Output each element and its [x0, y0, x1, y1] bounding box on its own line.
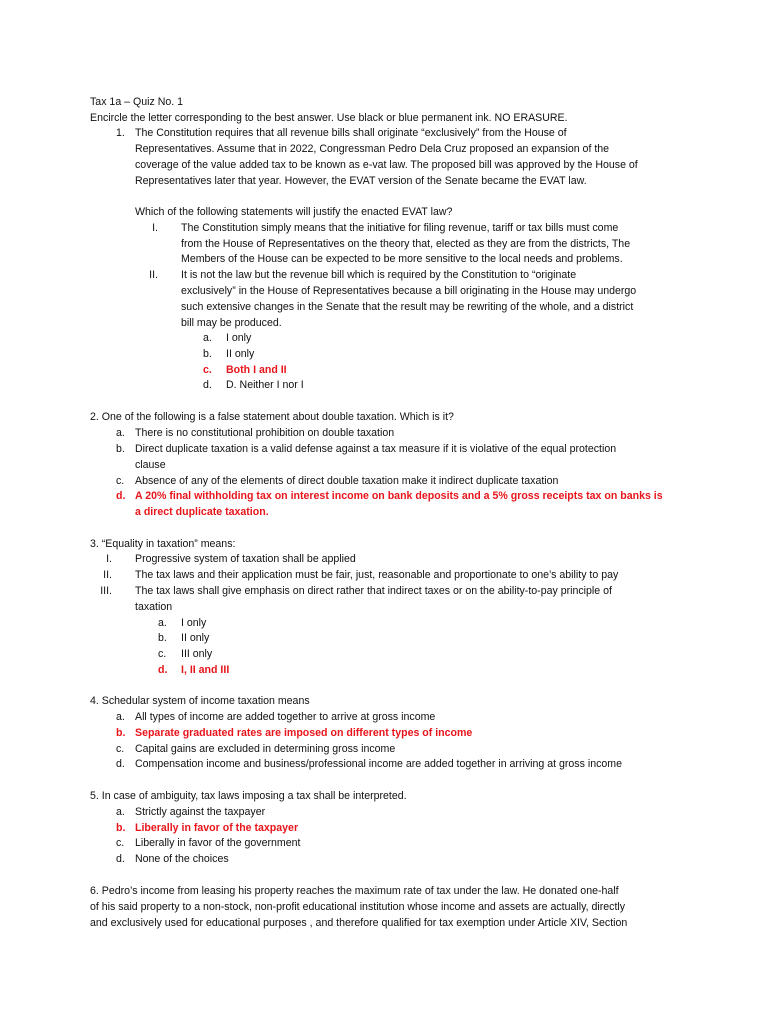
quiz-instructions: Encircle the letter corresponding to the best answer. Use black or blue permanent ink. NO ERASURE. [90, 112, 568, 124]
q3-statement-line: taxation [135, 601, 173, 613]
q5-choice-text: Strictly against the taxpayer [135, 806, 266, 818]
q3-question: 3. “Equality in taxation” means: [90, 538, 236, 550]
q1-choice-text-answer: Both I and II [226, 364, 287, 376]
q1-text-line: Representatives later that year. However, the EVAT version of the Senate became the EVAT law. [135, 175, 587, 187]
q3-choice-text: II only [181, 632, 210, 644]
q2-choice-letter-answer[interactable]: d. [116, 490, 126, 502]
q4-choice-text: Compensation income and business/professional income are added together in arriving at gross income [135, 758, 622, 770]
q4-choice-text-answer: Separate graduated rates are imposed on different types of income [135, 727, 473, 739]
q5-choice-letter[interactable]: d. [116, 853, 125, 865]
q3-choice-letter[interactable]: a. [158, 617, 167, 629]
q1-choice-text: I only [226, 332, 252, 344]
q5-choice-text: Liberally in favor of the government [135, 837, 301, 849]
q2-choice-text: Absence of any of the elements of direct double taxation make it indirect duplicate taxation [135, 475, 559, 487]
q1-choice-letter-answer[interactable]: c. [203, 364, 212, 376]
q3-choice-letter[interactable]: c. [158, 648, 167, 660]
q1-choice-text: II only [226, 348, 255, 360]
q2-choice-text-answer: A 20% final withholding tax on interest income on bank deposits and a 5% gross receipts tax on banks is [135, 490, 663, 502]
q1-statement-line: from the House of Representatives on the theory that, elected as they are from the districts, The [181, 238, 631, 250]
q3-statement-number: II. [103, 569, 112, 581]
q2-choice-text: clause [135, 459, 166, 471]
q2-question: 2. One of the following is a false statement about double taxation. Which is it? [90, 411, 454, 423]
q1-statement-line: The Constitution simply means that the initiative for filing revenue, tariff or tax bills must come [181, 222, 619, 234]
q3-statement-line: The tax laws and their application must be fair, just, reasonable and proportionate to one’s ability to pay [135, 569, 619, 581]
q1-statement-number: II. [149, 269, 158, 281]
q3-statement-line: Progressive system of taxation shall be applied [135, 553, 356, 565]
q1-question: Which of the following statements will justify the enacted EVAT law? [135, 206, 453, 218]
q2-choice-letter[interactable]: b. [116, 443, 125, 455]
q1-choice-letter[interactable]: d. [203, 379, 212, 391]
q2-choice-letter[interactable]: c. [116, 475, 125, 487]
q1-statement-line: such extensive changes in the Senate that the result may be rewriting of the whole, and a district [181, 301, 634, 313]
q4-choice-text: All types of income are added together to arrive at gross income [135, 711, 436, 723]
q4-choice-text: Capital gains are excluded in determining gross income [135, 743, 396, 755]
q3-choice-text: III only [181, 648, 213, 660]
q3-choice-text: I only [181, 617, 207, 629]
q1-choice-text: D. Neither I nor I [226, 379, 304, 391]
q3-choice-text-answer: I, II and III [181, 664, 230, 676]
q6-text-line: 6. Pedro’s income from leasing his property reaches the maximum rate of tax under the law. He donated one-half [90, 885, 619, 897]
q6-text-line: of his said property to a non-stock, non-profit educational institution whose income and assets are actually, directly [90, 901, 626, 913]
q3-choice-letter[interactable]: b. [158, 632, 167, 644]
q1-number: 1. [116, 127, 125, 139]
q2-choice-text: There is no constitutional prohibition on double taxation [135, 427, 395, 439]
q2-choice-text-answer: a direct duplicate taxation. [135, 506, 269, 518]
q1-statement-line: bill may be produced. [181, 317, 282, 329]
q1-statement-number: I. [152, 222, 158, 234]
q3-statement-number: III. [100, 585, 112, 597]
q1-text-line: coverage of the value added tax to be known as e-vat law. The proposed bill was approved by the House of [135, 159, 638, 171]
q4-question: 4. Schedular system of income taxation means [90, 695, 310, 707]
q1-text-line: Representatives. Assume that in 2022, Congressman Pedro Dela Cruz proposed an expansion of the [135, 143, 610, 155]
q1-statement-line: It is not the law but the revenue bill which is required by the Constitution to “originate [181, 269, 577, 281]
q5-choice-letter[interactable]: c. [116, 837, 125, 849]
quiz-title: Tax 1a – Quiz No. 1 [90, 96, 184, 108]
q2-choice-letter[interactable]: a. [116, 427, 125, 439]
q1-statement-line: exclusively” in the House of Representatives because a bill originating in the House may undergo [181, 285, 637, 297]
q5-choice-letter-answer[interactable]: b. [116, 822, 126, 834]
q1-choice-letter[interactable]: b. [203, 348, 212, 360]
q5-choice-text-answer: Liberally in favor of the taxpayer [135, 822, 299, 834]
q4-choice-letter[interactable]: c. [116, 743, 125, 755]
q4-choice-letter-answer[interactable]: b. [116, 727, 126, 739]
q3-statement-number: I. [106, 553, 112, 565]
q5-question: 5. In case of ambiguity, tax laws imposing a tax shall be interpreted. [90, 790, 407, 802]
q1-statement-line: Members of the House can be expected to be more sensitive to the local needs and problems. [181, 253, 623, 265]
q3-statement-line: The tax laws shall give emphasis on direct rather that indirect taxes or on the ability-to-pay principle of [135, 585, 612, 597]
q4-choice-letter[interactable]: a. [116, 711, 125, 723]
q1-text-line: The Constitution requires that all revenue bills shall originate “exclusively” from the House of [135, 127, 567, 139]
q3-choice-letter-answer[interactable]: d. [158, 664, 168, 676]
q6-text-line: and exclusively used for educational purposes , and therefore qualified for tax exemption under Article XIV, Section [90, 917, 628, 929]
q2-choice-text: Direct duplicate taxation is a valid defense against a tax measure if it is violative of the equal protection [135, 443, 617, 455]
q1-choice-letter[interactable]: a. [203, 332, 212, 344]
q5-choice-letter[interactable]: a. [116, 806, 125, 818]
q4-choice-letter[interactable]: d. [116, 758, 125, 770]
q5-choice-text: None of the choices [135, 853, 229, 865]
